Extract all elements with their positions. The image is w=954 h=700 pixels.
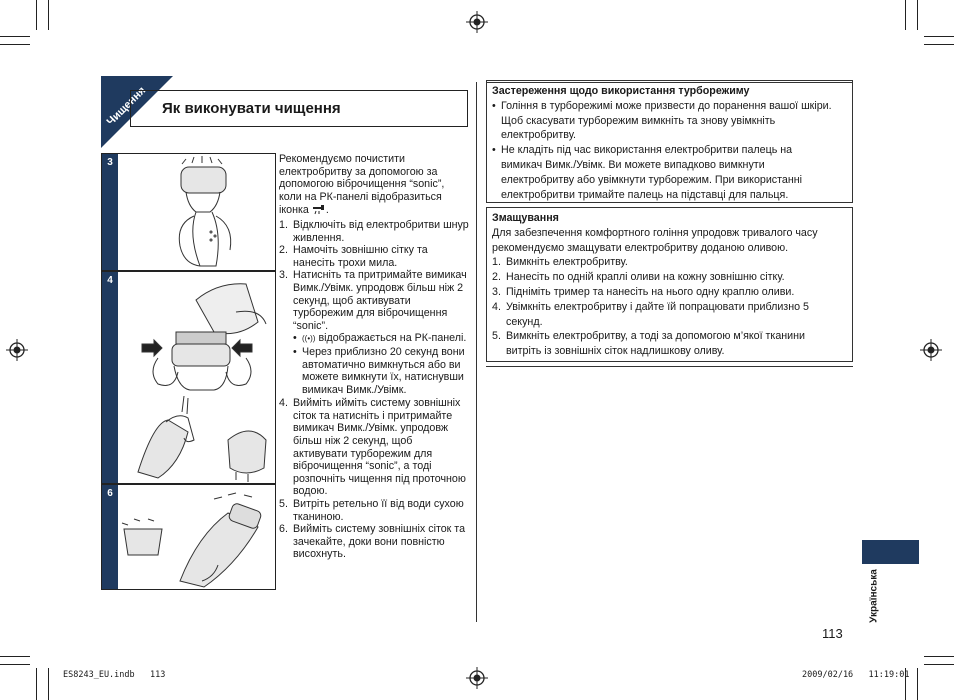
cleaning-instructions bbox=[279, 153, 469, 561]
step-note: • Через приблизно 20 секунд вони автоматично вимкнуться або ви можете вимкнути їх, натиснувши вимикач Вимк./Увімк. bbox=[293, 346, 469, 396]
turbo-warning-box bbox=[486, 80, 853, 203]
section-rule bbox=[486, 366, 853, 367]
crop-mark bbox=[0, 44, 30, 45]
lubrication-box: Змащування Для забезпечення комфортного гоління упродовж тривалого часу рекомендуємо змащувати електробритву доданою оливою. 1. Вимкніть електробритву. 2. Нанесіть по одній краплі оливи на кожну зовнішню сітку. 3. Підніміть тример та нанесіть на нього одну краплю оливи. 4. Увімкніть електробритву і дайте їй попрацювати приблизно 5 секунд. 5. Вимкніть електробритву, а тоді за допомогою м’якої тканини витріть із зовнішніх сіток надлишкову оливу. bbox=[486, 207, 853, 362]
crop-mark bbox=[924, 664, 954, 665]
lubrication-step: 3. Підніміть тример та нанесіть на нього одну краплю оливи. bbox=[492, 285, 795, 298]
language-tab bbox=[862, 540, 919, 564]
figure-number: 3 bbox=[102, 154, 118, 270]
registration-mark-icon bbox=[466, 667, 488, 689]
step-note: • ((•)) відображається на РК-панелі. bbox=[293, 332, 469, 346]
instruction-step: 2. Намочіть зовнішню сітку та нанесіть трохи мила. bbox=[279, 244, 428, 269]
registration-mark-icon bbox=[920, 339, 942, 361]
sonic-icon: ((•)) bbox=[302, 334, 316, 344]
crop-mark bbox=[0, 36, 30, 37]
figure-number: 4 bbox=[102, 272, 118, 483]
section-tab-label: Чищення bbox=[104, 84, 149, 129]
warning-bullet: • Не кладіть під час використання електробритви палець на вимикач Вимк./Увімк. Ви можете випадково вимкнути електробритву або увімкнути турборежим. При використанні електробритви тримайте палець на підставці для пальця. bbox=[492, 143, 847, 202]
column-divider bbox=[476, 82, 477, 622]
figure-panel-4 bbox=[101, 271, 276, 484]
crop-mark bbox=[905, 0, 906, 30]
page-number: 113 bbox=[822, 626, 843, 641]
registration-mark-icon bbox=[466, 11, 488, 33]
turbo-warning-title: Застереження щодо використання турборежиму bbox=[492, 85, 750, 97]
crop-mark bbox=[924, 656, 954, 657]
figure-panel-3 bbox=[101, 153, 276, 271]
lubrication-step: 5. Вимкніть електробритву, а тоді за допомогою м’якої тканини витріть із зовнішніх сіток надлишкову оливу. bbox=[492, 330, 806, 358]
section-title-box bbox=[130, 90, 468, 127]
section-title: Як виконувати чищення bbox=[162, 100, 341, 117]
shaver-drying-illustration bbox=[118, 485, 276, 590]
crop-mark bbox=[0, 664, 30, 665]
lubrication-step: 2. Нанесіть по одній краплі оливи на кожну зовнішню сітку. bbox=[492, 271, 785, 284]
crop-mark bbox=[36, 0, 37, 30]
instruction-step: 4. Вийміть ийміть систему зовнішніх сіток та натисніть і притримайте вимикач Вимк./Увімк. упродовж більш ніж 2 секунд, щоб активувати турборежим для віброчищення “sonic”, а тоді розпочніть чищення під проточною водою. bbox=[279, 397, 466, 498]
instruction-step: 6. Вийміть систему зовнішніх сіток та зачекайте, доки вони повністю висохнуть. bbox=[279, 523, 466, 561]
crop-mark bbox=[48, 0, 49, 30]
crop-mark bbox=[924, 44, 954, 45]
shaver-wet-illustration bbox=[118, 154, 276, 271]
lubrication-step: 1. Вимкніть електробритву. bbox=[492, 256, 628, 269]
crop-mark bbox=[36, 668, 37, 700]
figure-number: 6 bbox=[102, 485, 118, 589]
crop-mark bbox=[917, 0, 918, 30]
footer-timestamp: 2009/02/16 11:19:01 bbox=[802, 670, 910, 680]
instruction-step: 3. Натисніть та притримайте вимикач Вимк./Увімк. упродовж більш ніж 2 секунд, щоб активувати турборежим для віброчищення “sonic”. bbox=[279, 269, 467, 332]
step-notes bbox=[293, 332, 469, 396]
lubrication-title: Змащування bbox=[492, 212, 559, 224]
crop-mark bbox=[917, 668, 918, 700]
footer-file-info: ES8243_EU.indb 113 bbox=[63, 670, 166, 680]
figure-panel-6 bbox=[101, 484, 276, 590]
instructions-intro: Рекомендуємо почистити електробритву за допомогою за допомогою віброчищення “sonic”, коли на РК-панелі відобразиться іконка . bbox=[279, 153, 445, 217]
crop-mark bbox=[48, 668, 49, 700]
crop-mark bbox=[924, 36, 954, 37]
language-label: Українська bbox=[868, 569, 880, 623]
faucet-icon bbox=[312, 203, 326, 215]
instruction-step: 1. Відключіть від електробритви шнур живлення. bbox=[279, 218, 469, 244]
instruction-step: 5. Витріть ретельно її від води сухою тканиною. bbox=[279, 498, 464, 523]
lubrication-step: 4. Увімкніть електробритву і дайте їй попрацювати приблизно 5 секунд. bbox=[492, 300, 809, 328]
shaver-foil-illustration bbox=[118, 272, 276, 484]
registration-mark-icon bbox=[6, 339, 28, 361]
warning-bullet: • Гоління в турборежимі може призвести до поранення вашої шкіри. Щоб скасувати турборежим вимкніть та знову увімкніть електробритву. bbox=[492, 99, 847, 143]
crop-mark bbox=[0, 656, 30, 657]
